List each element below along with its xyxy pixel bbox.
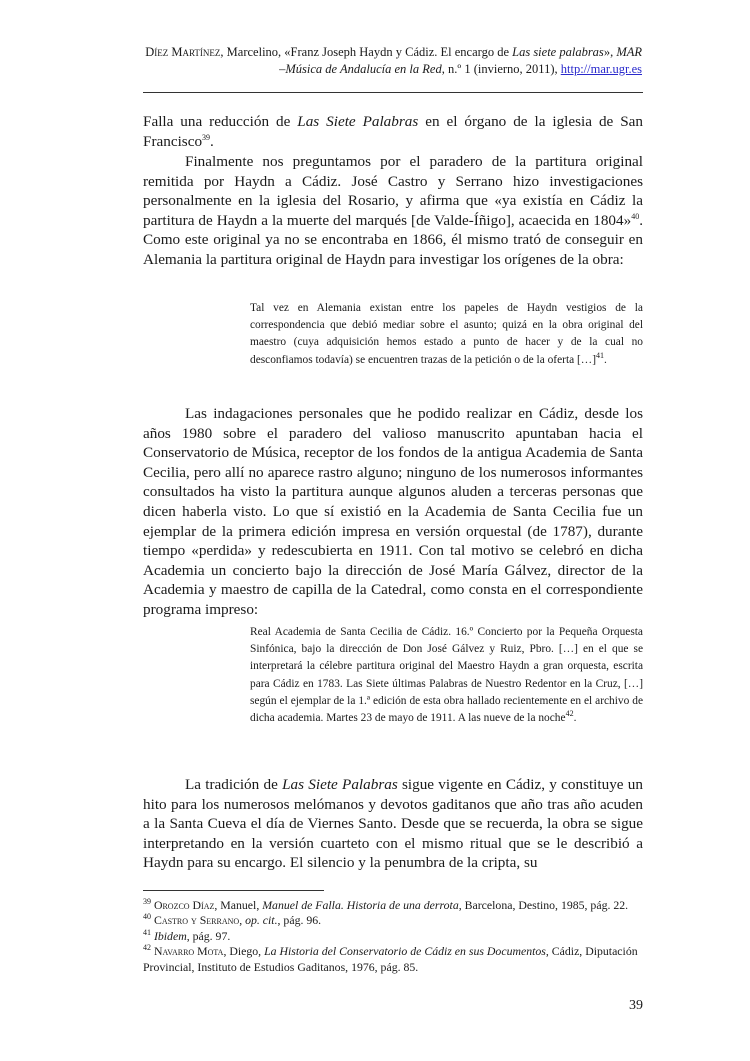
footnote-ref-40[interactable]: 40 <box>631 211 640 221</box>
footnote-number: 40 <box>143 912 151 922</box>
p1-text-before: Falla una reducción de <box>143 113 298 130</box>
header-journal-abbr: MAR <box>616 45 642 59</box>
header-work-title: Las siete palabras <box>512 45 604 59</box>
footnote-text: , pág. 96. <box>277 913 322 928</box>
header-rule <box>143 92 643 93</box>
running-header <box>140 44 642 78</box>
p4-work-title: Las Siete Palabras <box>282 776 398 793</box>
header-url-link[interactable]: http://mar.ugr.es <box>560 62 642 76</box>
paragraph-2 <box>143 152 643 270</box>
footnote-41 <box>143 929 643 944</box>
quote1-end: . <box>604 353 607 366</box>
footnote-42 <box>143 944 643 975</box>
footnote-text: , Cádiz, Diputación Provincial, Instituto de Estudios Gaditanos, 1976, pág. 85. <box>143 944 638 974</box>
page-number: 39 <box>629 998 643 1013</box>
p1-work-title: Las Siete Palabras <box>297 113 419 130</box>
block-quote-1 <box>250 300 643 369</box>
header-author-surname: Díez Martínez <box>145 45 221 59</box>
footnote-separator <box>143 890 324 891</box>
block-quote-2 <box>250 624 643 727</box>
footnote-40 <box>143 913 643 928</box>
footnote-title: Manuel de Falla. Historia de una derrota <box>262 898 459 912</box>
p2-text-1: Finalmente nos preguntamos por el paradero de la partitura original remitida por Haydn a Cádiz. José Castro y Serrano hizo investigaciones personalmente en la iglesia del Rosario, y afirma que «ya existía en Cádiz la partitura de Haydn a la muerte del marqués [de Valde-Íñigo], acaecida en 1804» <box>143 153 643 229</box>
footnote-number: 39 <box>143 897 151 907</box>
header-after-title: », <box>603 45 617 59</box>
footnote-author: Castro y Serrano <box>153 913 240 928</box>
footnote-author: Navarro Mota <box>153 944 224 959</box>
p4-text-before: La tradición de <box>185 776 283 793</box>
footnote-text: , Barcelona, Destino, 1985, pág. 22. <box>458 898 629 912</box>
p1-text-after: en el órgano de la iglesia de San Francisco <box>143 113 643 150</box>
footnote-title: La Historia del Conservatorio de Cádiz en sus Documentos <box>264 944 546 959</box>
paragraph-1 <box>143 112 643 151</box>
footnote-text: , <box>239 913 246 928</box>
footnote-text: , Diego, <box>223 944 265 959</box>
p1-end: . <box>210 132 214 150</box>
p3-text: Las indagaciones personales que he podido realizar en Cádiz, desde los años 1980 sobre el paradero del valioso manuscrito apuntaban hacia el Conservatorio de Música, receptor de los fondos de la antigua Academia de Santa Cecilia, pero allí no aparece rastro alguno; ninguno de los numerosos informantes consultados ha visto la partitura aunque algunos aluden a terceras personas que dicen haberla visto. Lo que sí existió en la Academia de Santa Cecilia fue un ejemplar de la primera edición impresa en versión orquestal (de 1787), durante tiempo «perdida» y redescubierta en 1911. Con tal motivo se celebró en dicha Academia un concierto bajo la dirección de José María Gálvez, director de la Academia y maestro de capilla de la Catedral, como consta en el correspondiente programa impreso: <box>143 405 643 618</box>
footnote-author: Orozco Díaz <box>153 898 215 912</box>
footnote-ref-41[interactable]: 41 <box>596 350 604 360</box>
quote2-end: . <box>573 712 577 725</box>
header-journal-full: –Música de Andalucía en la Red <box>279 62 442 76</box>
footnote-title: op. cit. <box>245 913 278 928</box>
footnote-title: Ibidem <box>153 928 187 943</box>
footnote-ref-39[interactable]: 39 <box>202 132 211 142</box>
footnote-ref-42[interactable]: 42 <box>565 709 574 719</box>
p2-text-2: . Como este original ya no se encontraba en 1866, él mismo trató de conseguir en Alemania la partitura original de Haydn para investigar los orígenes de la obra: <box>143 211 643 268</box>
footnote-text: , Manuel, <box>214 898 263 912</box>
paragraph-3 <box>143 404 643 620</box>
footnote-text: , pág. 97. <box>186 928 231 943</box>
header-author-rest: , Marcelino, «Franz Joseph Haydn y Cádiz. El encargo de <box>220 45 513 59</box>
footnote-number: 41 <box>143 927 151 937</box>
p4-text-after: sigue vigente en Cádiz, y constituye un hito para los numerosos melómanos y devotos gaditanos que año tras año acuden a la Santa Cueva el día de Viernes Santo. Desde que se recuerda, la obra se sigue interpretando en la versión cuarteto con el mismo ritual que se le describió a Haydn para su encargo. El silencio y la penumbra de la cripta, su <box>143 776 643 872</box>
footnote-number: 42 <box>143 943 151 953</box>
paragraph-4 <box>143 775 643 873</box>
quote2-text: Real Academia de Santa Cecilia de Cádiz. 16.º Concierto por la Pequeña Orquesta Sinfónica, bajo la dirección de Don José Gálvez y Ruiz, Pbro. […] en el que se interpretará la célebre partitura original del Maestro Haydn a gran orquesta, escrita para Cádiz en 1783. Las Siete últimas Palabras de Nuestro Redentor en la Cruz, […] según el ejemplar de la 1.ª edición de esta obra hallado recientemente en el archivo de dicha academia. Martes 23 de mayo de 1911. A las nueve de la noche <box>250 626 643 725</box>
footnote-39 <box>143 898 643 913</box>
footnotes <box>143 898 643 975</box>
header-issue: , n.º 1 (invierno, 2011), <box>441 62 561 76</box>
quote1-text: Tal vez en Alemania existan entre los papeles de Haydn vestigios de la correspondencia que debió mediar sobre el asunto; quizá en la obra original del maestro (cuya adquisición hemos estado a punto de hacer y de la cual no desconfiamos todavía) se encuentren trazas de la petición o de la oferta […] <box>250 302 643 366</box>
